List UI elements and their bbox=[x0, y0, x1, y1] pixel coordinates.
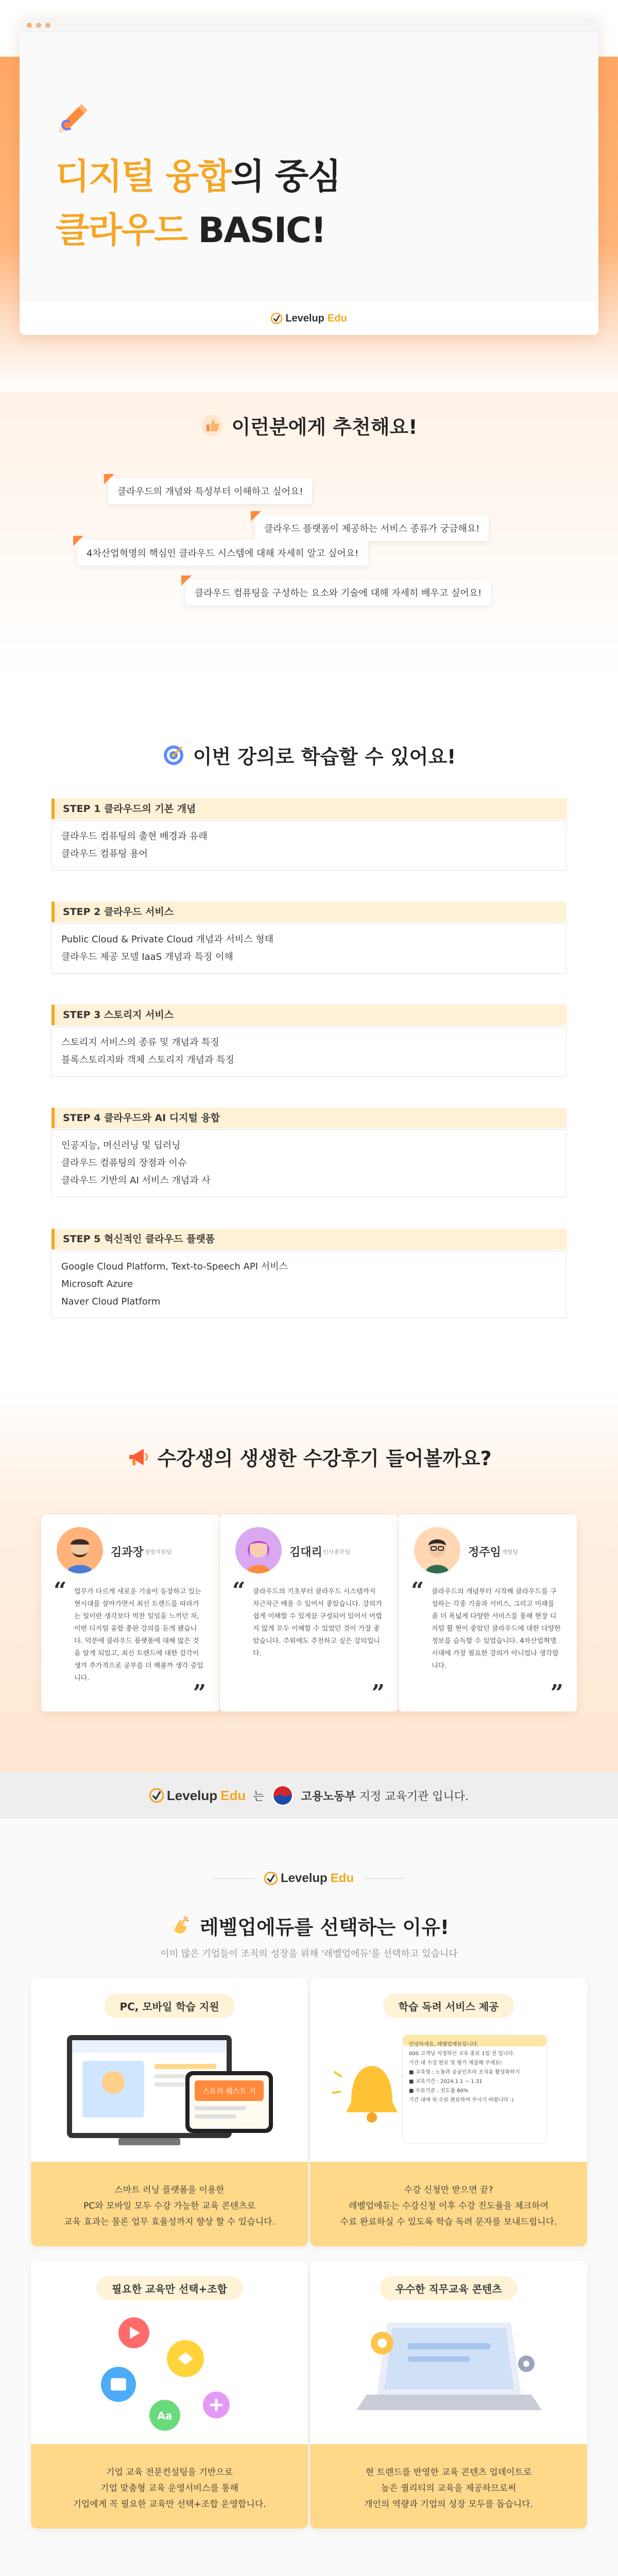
brand-logo[interactable]: Levelup Edu bbox=[264, 1871, 354, 1886]
gov-banner bbox=[0, 1772, 618, 1819]
review-card bbox=[220, 1515, 398, 1711]
step-header: STEP 2 클라우드 서비스 bbox=[52, 902, 566, 922]
close-quote-icon: ” bbox=[550, 1680, 563, 1706]
recommend-bubble: 4차산업혁명의 핵심인 클라우드 시스템에 대해 자세히 알고 싶어요! bbox=[77, 540, 368, 566]
why-card-text: 기업 교육 전문컨설팅을 기반으로 기업 맞춤형 교육 운영서비스를 통해 기업에게 꼭 필요한 교육만 선택+조합 운영합니다. bbox=[31, 2444, 308, 2529]
reviews-section bbox=[0, 1391, 618, 1772]
step-header: STEP 4 클라우드와 AI 디지털 융합 bbox=[52, 1108, 566, 1128]
megaphone-icon bbox=[126, 1446, 149, 1468]
close-quote-icon: ” bbox=[371, 1680, 385, 1706]
open-quote-icon: “ bbox=[411, 1578, 424, 1604]
why-card bbox=[31, 2261, 308, 2529]
thumbs-up-icon bbox=[201, 414, 224, 437]
pencil-icon bbox=[56, 98, 92, 134]
review-card bbox=[399, 1515, 577, 1711]
levelup-logo-icon bbox=[264, 1872, 278, 1885]
reviews-title: 수강생의 생생한 수강후기 들어볼까요? bbox=[0, 1443, 618, 1471]
device-mockup-illustration bbox=[31, 2025, 308, 2159]
ministry-emblem-icon bbox=[271, 1784, 294, 1807]
reviewer-role: 개발팀 bbox=[502, 1549, 518, 1555]
sms-message: 안녕하세요, 레벨업에듀입니다. 000 고객님 지정하신 교육 종료 1일 전 입니다. 기간 내 수강 완료 및 평가 제출해 주세요! ■ 교육명 : 노동과 공공인프라 조직을 활성화하기 ■ 교육기간 : 2024.1.1 ~ 1.31 ■ 수료기준 : 진도율 80% 기간 내에 꼭 수료 완료하여 주시기 바랍니다 :) bbox=[409, 2042, 520, 2103]
step-body: 스토리지 서비스의 종류 및 개념과 특징 블록스토리지와 객체 스토리지 개념과 특징 bbox=[52, 1026, 566, 1077]
why-subtitle: 이미 많은 기업들이 조직의 성장을 위해 '레벨업에듀'를 선택하고 있습니다 bbox=[160, 1948, 458, 1959]
hero-footer bbox=[20, 302, 598, 335]
avatar bbox=[235, 1527, 282, 1573]
brand-logo[interactable]: Levelup Edu bbox=[271, 313, 347, 325]
avatar bbox=[414, 1527, 460, 1573]
why-card-pill: 학습 독려 서비스 제공 bbox=[383, 1994, 514, 2018]
curriculum-step bbox=[52, 1005, 566, 1077]
review-text: 클라우드의 개념부터 시작해 클라우드를 구성하는 각종 기술과 서비스, 그리고 미래를 좀 더 폭넓게 다양한 서비스를 통해 현장 디지털 활 현이 좋았던 클라우드에 대한 다양한 정보를 습득할 수 있었습니다. 4차산업혁명 시대에 가장 필요한 강의가 아니었나 생각합니다. bbox=[432, 1588, 561, 1670]
mockup-text: 스토리 퀘스트 기 bbox=[202, 2088, 256, 2096]
review-text: 클라우드의 기초부터 클라우드 시스템까지 차근차근 배울 수 있어서 좋았습니다. 강의가 쉽게 이해할 수 있게끔 구성되어 있어서 어렵지 않게 모두 이해할 수 있었던 것이 가장 좋았습니다. 주위에도 추천하고 싶은 강의입니다. bbox=[253, 1588, 382, 1657]
avatar bbox=[57, 1527, 103, 1573]
levelup-logo-icon bbox=[271, 313, 282, 324]
why-card-text: 현 트렌드를 반영한 교육 콘텐츠 업데이트로 높은 퀄리티의 교육을 제공하므로써 개인의 역량과 기업의 성장 모두를 돕습니다. bbox=[310, 2444, 587, 2529]
step-body: Google Cloud Platform, Text-to-Speech API 서비스 Microsoft Azure Naver Cloud Platform bbox=[52, 1250, 566, 1318]
recommend-title: 이런분에게 추천해요! bbox=[0, 411, 618, 439]
why-title: 레벨업에듀를 선택하는 이유! bbox=[0, 1911, 618, 1940]
why-logo-row bbox=[0, 1871, 618, 1886]
divider bbox=[364, 1878, 405, 1879]
close-quote-icon: ” bbox=[193, 1680, 206, 1706]
divider bbox=[213, 1878, 254, 1879]
recommend-section bbox=[0, 392, 618, 680]
curriculum-step bbox=[52, 1229, 566, 1318]
review-text: 업무가 다르게 새로운 기술이 등장하고 있는 현시대를 살아가면서 최신 트렌드를 따라가는 일이란 생각보다 벅찬 일임을 느끼던 차, 이번 디지털 융합 총판 강의를 듣게 됐습니다. 덕분에 클라우드 플랫폼에 대해 많은 것을 알게 되었고, 최신 트렌드에 대한 감각이 생겨 추가적으로 공부를 더 해볼까 생각 중입니다. bbox=[74, 1588, 203, 1682]
window-dot bbox=[27, 23, 32, 28]
browser-frame bbox=[20, 19, 598, 335]
curriculum-title: 이번 강의로 학습할 수 있어요! bbox=[0, 741, 618, 769]
gov-text: 고용노동부 지정 교육기관 입니다. bbox=[301, 1790, 469, 1803]
options-illustration bbox=[31, 2307, 308, 2441]
step-header: STEP 5 혁신적인 클라우드 플랫폼 bbox=[52, 1229, 566, 1249]
gov-particle: 는 bbox=[253, 1790, 264, 1803]
why-card-pill: 우수한 직무교육 콘텐츠 bbox=[380, 2276, 517, 2300]
window-dot bbox=[36, 23, 41, 28]
recommend-bubble: 클라우드 컴퓨팅을 구성하는 요소와 기술에 대해 자세히 배우고 싶어요! bbox=[185, 580, 491, 605]
why-card-text: 스마트 러닝 플랫폼을 이용한 PC와 모바일 모두 수강 가능한 교육 콘텐츠로 교육 효과는 물론 업무 효율성까지 향상 할 수 있습니다. bbox=[31, 2162, 308, 2246]
review-card bbox=[41, 1515, 219, 1711]
why-card-text: 수강 신청만 받으면 끝? 레벨업에듀는 수강신청 이후 수강 진도율을 체크하여 수료 완료하실 수 있도록 학습 독려 문자를 보내드립니다. bbox=[310, 2162, 587, 2246]
recommend-bubble: 클라우드 플랫폼이 제공하는 서비스 종류가 궁금해요! bbox=[255, 515, 489, 541]
curriculum-step bbox=[52, 1108, 566, 1197]
step-header: STEP 3 스토리지 서비스 bbox=[52, 1005, 566, 1025]
target-icon bbox=[162, 744, 185, 767]
clapping-hands-icon bbox=[169, 1914, 192, 1937]
levelup-logo-icon bbox=[149, 1788, 164, 1803]
step-body: Public Cloud & Private Cloud 개념과 서비스 형태 클라우드 제공 모델 IaaS 개념과 특징 이해 bbox=[52, 923, 566, 974]
reviewer-role: 경영지원팀 bbox=[144, 1549, 172, 1555]
hero-title: 디지털 융합의 중심 클라우드 BASIC! bbox=[56, 157, 340, 251]
recommend-bubble: 클라우드의 개념와 특성부터 이해하고 싶어요! bbox=[108, 478, 312, 504]
hero-card bbox=[20, 32, 598, 302]
curriculum-step bbox=[52, 902, 566, 974]
curriculum-section bbox=[0, 721, 618, 1365]
reviewer-name: 정주임 bbox=[468, 1546, 501, 1559]
why-card bbox=[31, 1978, 308, 2246]
hero-section bbox=[0, 0, 618, 392]
reviewer-name: 김과장 bbox=[111, 1546, 144, 1559]
step-body: 클라우드 컴퓨팅의 출현 배경과 유래 클라우드 컴퓨팅 용어 bbox=[52, 820, 566, 871]
brand-logo[interactable]: Levelup Edu bbox=[149, 1788, 246, 1804]
curriculum-step bbox=[52, 799, 566, 871]
svg-text:Aa: Aa bbox=[157, 2410, 173, 2422]
why-card bbox=[310, 1978, 587, 2246]
why-card-pill: 필요한 교육만 선택+조합 bbox=[96, 2276, 243, 2300]
why-section bbox=[0, 1819, 618, 2576]
step-body: 인공지능, 머신러닝 및 딥러닝 클라우드 컴퓨팅의 장점과 이슈 클라우드 기반의 AI 서비스 개념과 사 bbox=[52, 1129, 566, 1197]
why-card bbox=[310, 2261, 587, 2529]
reviewer-role: 인사총무팀 bbox=[323, 1549, 351, 1555]
open-quote-icon: “ bbox=[54, 1578, 67, 1604]
step-header: STEP 1 클라우드의 기본 개념 bbox=[52, 799, 566, 819]
window-dot bbox=[45, 23, 50, 28]
why-card-pill: PC, 모바일 학습 지원 bbox=[104, 1994, 234, 2018]
reviewer-name: 김대리 bbox=[289, 1546, 322, 1559]
browser-bar bbox=[20, 19, 598, 32]
laptop-illustration bbox=[310, 2307, 587, 2441]
open-quote-icon: “ bbox=[232, 1578, 246, 1604]
